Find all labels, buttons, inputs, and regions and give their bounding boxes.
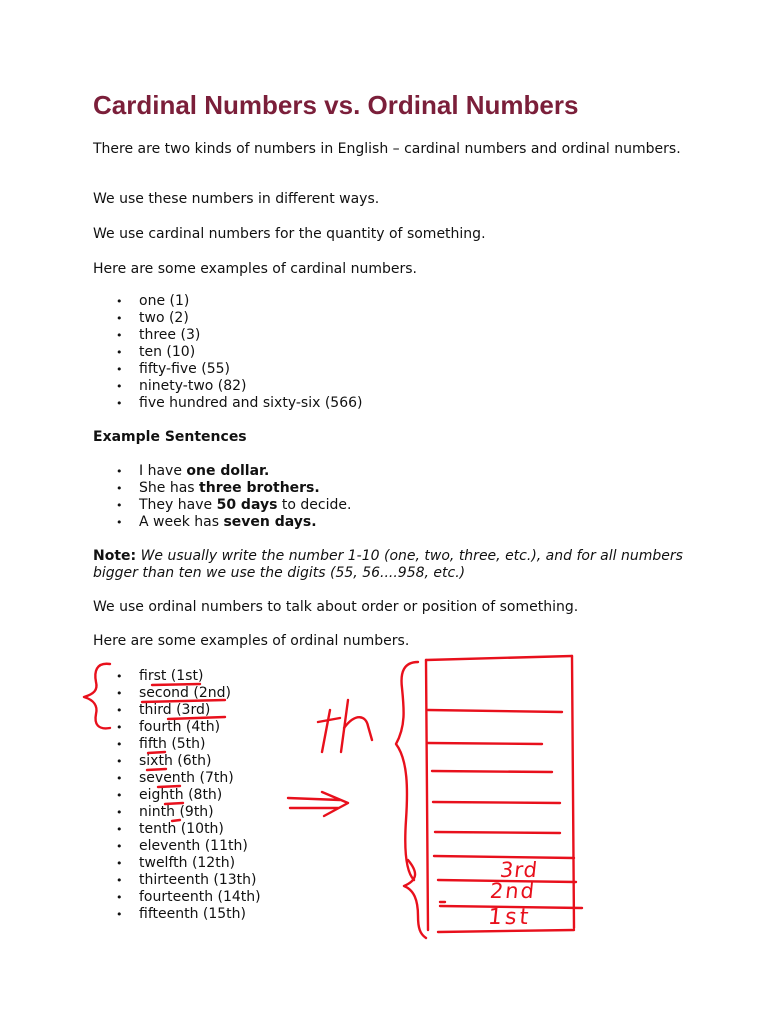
cardinal-use-paragraph: We use cardinal numbers for the quantity of something. [93, 226, 486, 242]
floor-label-3rd: 3rd [498, 858, 540, 882]
list-item: • They have 50 days to decide. [139, 497, 351, 514]
intro-paragraph-2: We use these numbers in different ways. [93, 191, 380, 207]
list-item: • third (3rd) [139, 702, 261, 719]
list-item: • fifty-five (55) [139, 361, 362, 378]
note-label: Note: [93, 548, 137, 564]
list-item: • fourth (4th) [139, 719, 261, 736]
example-sentences-heading: Example Sentences [93, 429, 247, 445]
list-item: • two (2) [139, 310, 362, 327]
list-item: • three (3) [139, 327, 362, 344]
page-title: Cardinal Numbers vs. Ordinal Numbers [93, 90, 579, 120]
list-item: • eleventh (11th) [139, 838, 261, 855]
list-item: • seventh (7th) [139, 770, 261, 787]
list-item: • fourteenth (14th) [139, 889, 261, 906]
list-item: • She has three brothers. [139, 480, 351, 497]
list-item: • five hundred and sixty-six (566) [139, 395, 362, 412]
list-item: • twelfth (12th) [139, 855, 261, 872]
list-item: • thirteenth (13th) [139, 872, 261, 889]
list-item: • sixth (6th) [139, 753, 261, 770]
cardinal-examples-intro: Here are some examples of cardinal numbers. [93, 261, 417, 277]
intro-paragraph: There are two kinds of numbers in English – cardinal numbers and ordinal numbers. [93, 141, 681, 157]
list-item: • one (1) [139, 293, 362, 310]
floor-label-1st: 1st [486, 905, 533, 930]
list-item: • eighth (8th) [139, 787, 261, 804]
list-item: • fifteenth (15th) [139, 906, 261, 923]
list-item: • ninety-two (82) [139, 378, 362, 395]
ordinal-use-paragraph: We use ordinal numbers to talk about order or position of something. [93, 599, 579, 615]
list-item: • A week has seven days. [139, 514, 351, 531]
list-item: • tenth (10th) [139, 821, 261, 838]
ordinal-examples-intro: Here are some examples of ordinal numbers. [93, 633, 410, 649]
list-item: • first (1st) [139, 668, 261, 685]
list-item: • fifth (5th) [139, 736, 261, 753]
floor-label-2nd: 2nd [488, 879, 538, 903]
list-item: • ninth (9th) [139, 804, 261, 821]
list-item: • ten (10) [139, 344, 362, 361]
list-item: • second (2nd) [139, 685, 261, 702]
list-item: • I have one dollar. [139, 463, 351, 480]
note-text: We usually write the number 1-10 (one, two, three, etc.), and for all numbers bigger than ten we use the digits (55, 56....958, etc.) [93, 548, 683, 581]
